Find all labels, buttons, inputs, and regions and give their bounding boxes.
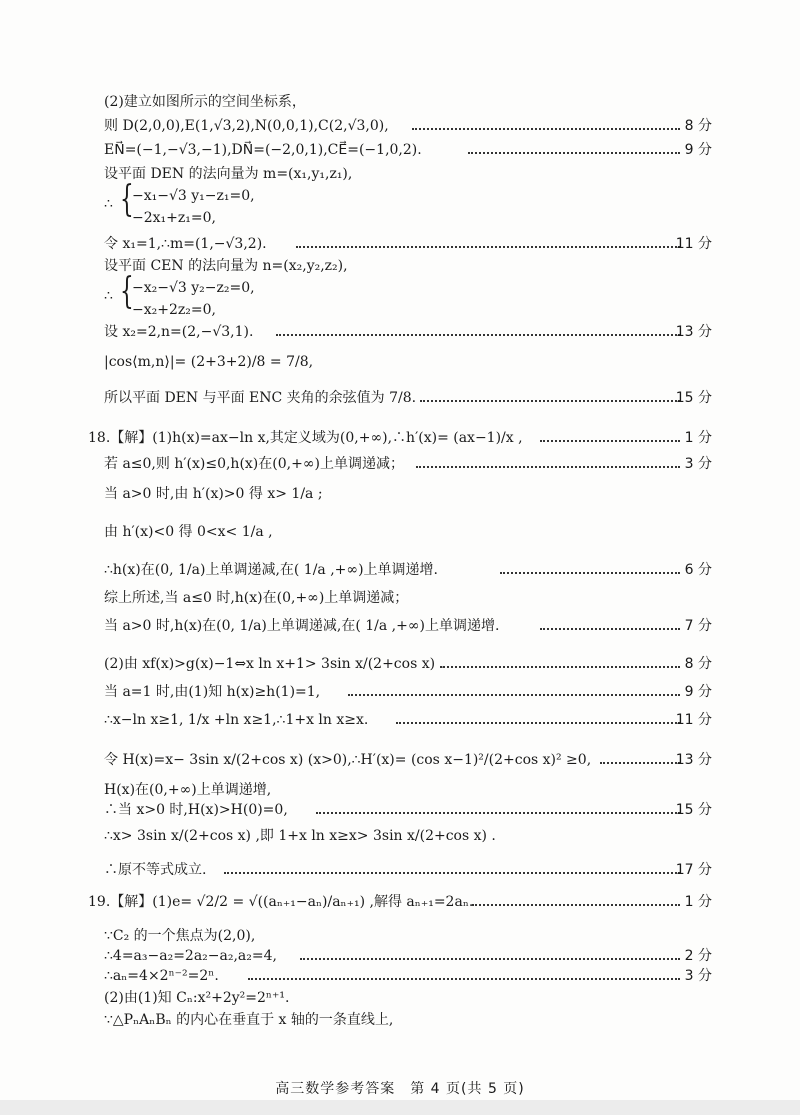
leader-dots <box>276 334 680 336</box>
leader-dots <box>412 128 680 130</box>
leader-dots <box>420 400 680 402</box>
leader-dots <box>348 694 680 696</box>
leader-dots <box>468 152 680 154</box>
leader-dots <box>316 812 680 814</box>
leader-dots <box>416 466 680 468</box>
leader-dots <box>540 628 680 630</box>
leader-dots <box>440 666 680 668</box>
bottom-margin <box>0 1100 800 1115</box>
leader-dots <box>248 978 680 980</box>
leader-dots <box>500 572 680 574</box>
leader-dots <box>600 762 680 764</box>
leader-dots <box>224 872 680 874</box>
leader-dots <box>540 440 680 442</box>
page-footer: 高三数学参考答案 第 4 页(共 5 页) <box>275 1081 525 1097</box>
leader-dots <box>300 958 680 960</box>
leader-dots <box>396 722 680 724</box>
answer-page: (2)建立如图所示的空间坐标系， 则 D(2,0,0),E(1,√3,2),N(0,0,1),C(2,√3,0), 8 分 EN⃗=(−1,−√3,−1),DN⃗=(−2,0,1),CE⃗=(−1,0,2). 9 分 设平面 DEN 的法向量为 m=(x₁,y₁,z₁), ∴ { −x₁−√3 y₁−z₁=0, −2x₁+z₁=0, 令 x₁=1,∴m=(1,−√3,2). 11 分 设平面 CEN 的法向量为 n=(x₂,y₂,z₂), ∴ { −x₂−√3 y₂−z₂=0, −x₂+2z₂=0, 设 x₂=2,n=(2,−√3,1). 13 分 |cos⟨m,n⟩|= (2+3+2)/8 = 7/8, 所以平面 DEN 与平面 ENC 夹角的余弦值为 7/8. 15 分 18.【解】(1)h(x)=ax−ln x,其定义域为(0,+∞),∴h′(x)= (ax−1)/x , 1 分 若 a≤0,则 h′(x)≤0,h(x)在(0,+∞)上单调递减； 3 分 当 a>0 时,由 h′(x)>0 得 x> 1/a ; 由 h′(x)<0 得 0<x< 1/a , ∴h(x)在(0, 1/a)上单调递减,在( 1/a ,+∞)上单调递增. 6 分 综上所述,当 a≤0 时,h(x)在(0,+∞)上单调递减； 当 a>0 时,h(x)在(0, 1/a)上单调递减,在( 1/a ,+∞)上单调递增. 7 分 (2)由 xf(x)>g(x)−1⇔x ln x+1> 3sin x/(2+cos x) . 8 分 当 a=1 时,由(1)知 h(x)≥h(1)=1, 9 分 ∴x−ln x≥1, 1/x +ln x≥1,∴1+x ln x≥x. 11 分 令 H(x)=x− 3sin x/(2+cos x) (x>0),∴H′(x)= (cos x−1)²/(2+cos x)² ≥0, 13 分 H(x)在(0,+∞)上单调递增, ∴当 x>0 时,H(x)>H(0)=0, 15 分 ∴x> 3sin x/(2+cos x) ,即 1+x ln x≥x> 3sin x/(2+cos x) . ∴原不等式成立. 17 分 19.【解】(1)e= √2/2 = √((aₙ₊₁−aₙ)/aₙ₊₁) ,解得 aₙ₊₁=2aₙ. 1 分 ∵C₂ 的一个焦点为(2,0), ∴4=a₃−a₂=2a₂−a₂,a₂=4, 2 分 ∴aₙ=4×2ⁿ⁻²=2ⁿ. 3 分 (2)由(1)知 Cₙ:x²+2y²=2ⁿ⁺¹. ∵△PₙAₙBₙ 的内心在垂直于 x 轴的一条直线上, 高三数学参考答案 第 4 页(共 5 页) <box>0 0 800 1115</box>
leader-dots <box>296 246 680 248</box>
leader-dots <box>472 904 680 906</box>
